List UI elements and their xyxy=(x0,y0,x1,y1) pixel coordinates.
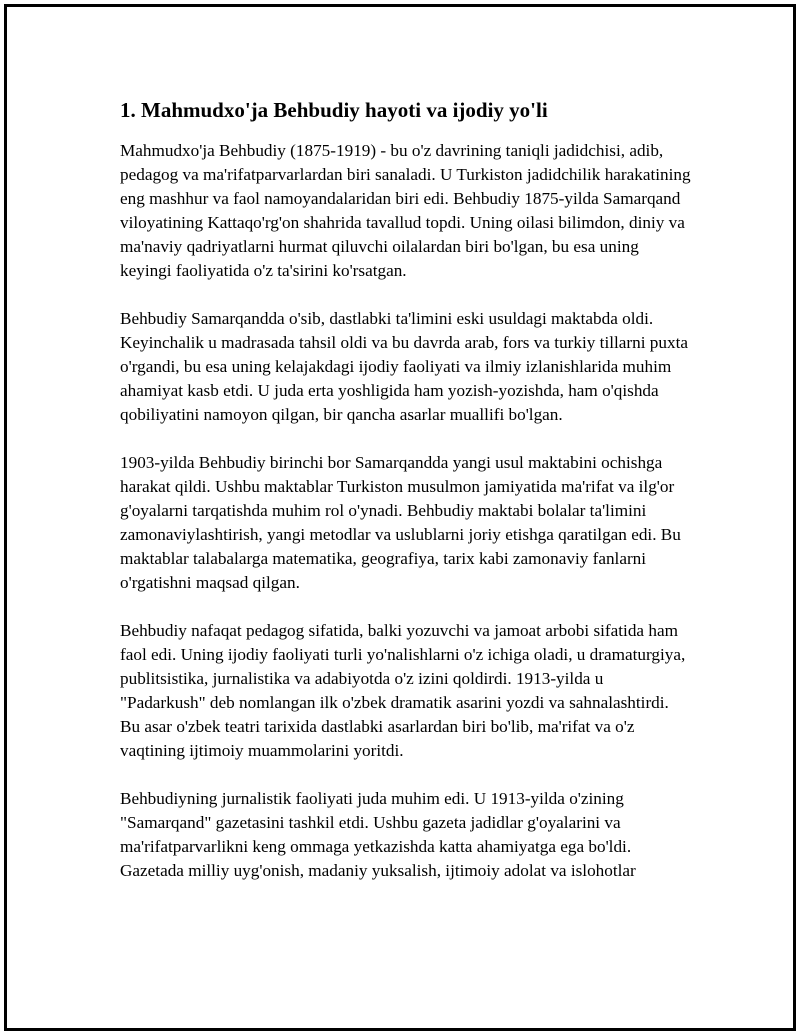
paragraph-4: Behbudiy nafaqat pedagog sifatida, balki yozuvchi va jamoat arbobi sifatida ham faol edi. Uning ijodiy faoliyati turli yo'nalishlarni o'z ichiga oladi, u dramaturgiya, publitsistika, jurnalistika va adabiyotda o'z izini qoldirdi. 1913-yilda u "Padarkush" deb nomlangan ilk o'zbek dramatik asarini yozdi va sahnalashtirdi. Bu asar o'zbek teatri tarixida dastlabki asarlardan biri bo'lib, ma'rifat va o'z vaqtining ijtimoiy muammolarini yoritdi. xyxy=(120,621,686,760)
document-page xyxy=(4,4,796,1031)
paragraph-3: 1903-yilda Behbudiy birinchi bor Samarqandda yangi usul maktabini ochishga harakat qildi. Ushbu maktablar Turkiston musulmon jamiyatida ma'rifat va ilg'or g'oyalarni tarqatishda muhim rol o'ynadi. Behbudiy maktabi bolalar ta'limini zamonaviylashtirish, yangi metodlar va uslublarni joriy etishga qaratilgan edi. Bu maktablar talabalarga matematika, geografiya, tarix kabi zamonaviy fanlarni o'rgatishni maqsad qilgan. xyxy=(120,453,681,592)
paragraph-1: Mahmudxo'ja Behbudiy (1875-1919) - bu o'z davrining taniqli jadidchisi, adib, pedagog va ma'rifatparvarlardan biri sanaladi. U Turkiston jadidchilik harakatining eng mashhur va faol namoyandalaridan biri edi. Behbudiy 1875-yilda Samarqand viloyatining Kattaqo'rg'on shahrida tavallud topdi. Uning oilasi bilimdon, diniy va ma'naviy qadriyatlarni hurmat qiluvchi oilalardan biri bo'lgan, bu esa uning keyingi faoliyatida o'z ta'sirini ko'rsatgan. xyxy=(120,141,691,280)
document-body xyxy=(120,95,692,907)
paragraph-2: Behbudiy Samarqandda o'sib, dastlabki ta'limini eski usuldagi maktabda oldi. Keyinchalik u madrasada tahsil oldi va bu davrda arab, fors va turkiy tillarni puxta o'rgandi, bu esa uning kelajakdagi ijodiy faoliyati va ilmiy izlanishlarida muhim ahamiyat kasb etdi. U juda erta yoshligida ham yozish-yozishda, ham o'qishda qobiliyatini namoyon qilgan, bir qancha asarlar muallifi bo'lgan. xyxy=(120,309,688,424)
paragraph-5: Behbudiyning jurnalistik faoliyati juda muhim edi. U 1913-yilda o'zining "Samarqand" gazetasini tashkil etdi. Ushbu gazeta jadidlar g'oyalarini va ma'rifatparvarlikni keng ommaga yetkazishda katta ahamiyatga ega bo'ldi. Gazetada milliy uyg'onish, madaniy yuksalish, ijtimoiy adolat va islohotlar xyxy=(120,789,636,880)
section-heading: 1. Mahmudxo'ja Behbudiy hayoti va ijodiy yo'li xyxy=(120,98,548,122)
